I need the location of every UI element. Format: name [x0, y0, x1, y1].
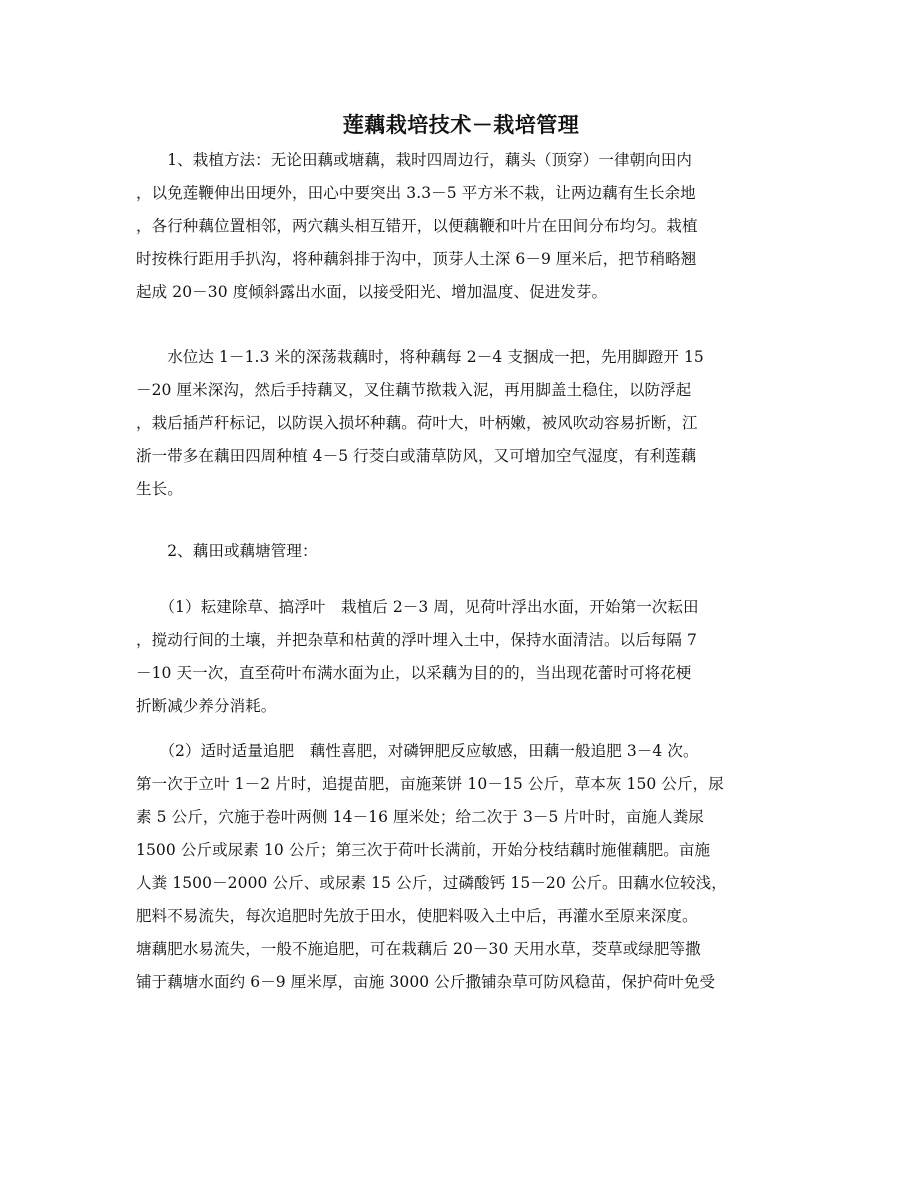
text-line: 1500 公斤或尿素 10 公斤；第三次于荷叶长满前，开始分枝结藕时施催藕肥。亩施 [136, 841, 711, 859]
text-line: 第一次于立叶 1－2 片时，追提苗肥，亩施莱饼 10－15 公斤，草本灰 150 公斤，尿 [136, 775, 724, 793]
paragraph-deep-water-planting [136, 341, 786, 506]
text-line: 2、藕田或藕塘管理： [136, 542, 318, 560]
text-line: 时按株行距用手扒沟，将种藕斜排于沟中，顶芽人土深 6－9 厘米后，把节稍略翘 [136, 250, 697, 268]
text-line: （2）适时适量追肥 藕性喜肥，对磷钾肥反应敏感，田藕一般追肥 3－4 次。 [136, 742, 699, 760]
text-line: ，栽后插芦秆标记，以防误入损坏种藕。荷叶大，叶柄嫩，被风吹动容易折断，江 [136, 414, 698, 432]
text-line: ，以免莲鞭伸出田埂外，田心中要突出 3.3－5 平方米不栽，让两边藕有生长余地 [136, 184, 696, 202]
paragraph-fertilizing [136, 735, 786, 999]
text-line: ，各行种藕位置相邻，两穴藕头相互错开，以便藕鞭和叶片在田间分布均匀。栽植 [136, 217, 698, 235]
page-title: 莲藕栽培技术－栽培管理 [342, 113, 580, 137]
text-line: 铺于藕塘水面约 6－9 厘米厚，亩施 3000 公斤撒铺杂草可防风稳苗，保护荷叶免受 [136, 973, 716, 991]
text-line: ，搅动行间的土壤，并把杂草和枯黄的浮叶埋入土中，保持水面清洁。以后每隔 7 [136, 631, 697, 649]
paragraph-weeding [136, 591, 786, 723]
text-line: 水位达 1－1.3 米的深荡栽藕时，将种藕每 2－4 支捆成一把，先用脚蹬开 15 [136, 348, 704, 366]
text-line: 浙一带多在藕田四周种植 4－5 行茭白或蒲草防风，又可增加空气湿度，有利莲藕 [136, 447, 697, 465]
paragraph-planting-method [136, 144, 786, 309]
text-line: －20 厘米深沟，然后手持藕叉，叉住藕节揿栽入泥，再用脚盖土稳住，以防浮起 [136, 381, 692, 399]
text-line: 折断减少养分消耗。 [136, 697, 277, 715]
text-line: （1）耘建除草、搞浮叶 栽植后 2－3 周，见荷叶浮出水面，开始第一次耘田 [136, 598, 699, 616]
text-line: 塘藕肥水易流失，一般不施追肥，可在栽藕后 20－30 天用水草，茭草或绿肥等撒 [136, 940, 701, 958]
text-line: 1、栽植方法：无论田藕或塘藕，栽时四周边行，藕头（顶穿）一律朝向田内 [136, 151, 692, 169]
section-heading-field-management [136, 535, 786, 568]
text-line: －10 天一次，直至荷叶布满水面为止，以采藕为目的的，当出现花蕾时可将花梗 [136, 664, 692, 682]
text-line: 肥料不易流失，每次追肥时先放于田水，使肥料吸入土中后，再灌水至原来深度。 [136, 907, 698, 925]
text-line: 生长。 [136, 480, 183, 498]
text-line: 人粪 1500－2000 公斤、或尿素 15 公斤，过磷酸钙 15－20 公斤。田藕水位较浅， [136, 874, 727, 892]
text-line: 起成 20－30 度倾斜露出水面，以接受阳光、增加温度、促进发芽。 [136, 283, 608, 301]
text-line: 素 5 公斤，穴施于卷叶两侧 14－16 厘米处；给二次于 3－5 片叶时，亩施人粪尿 [136, 808, 704, 826]
